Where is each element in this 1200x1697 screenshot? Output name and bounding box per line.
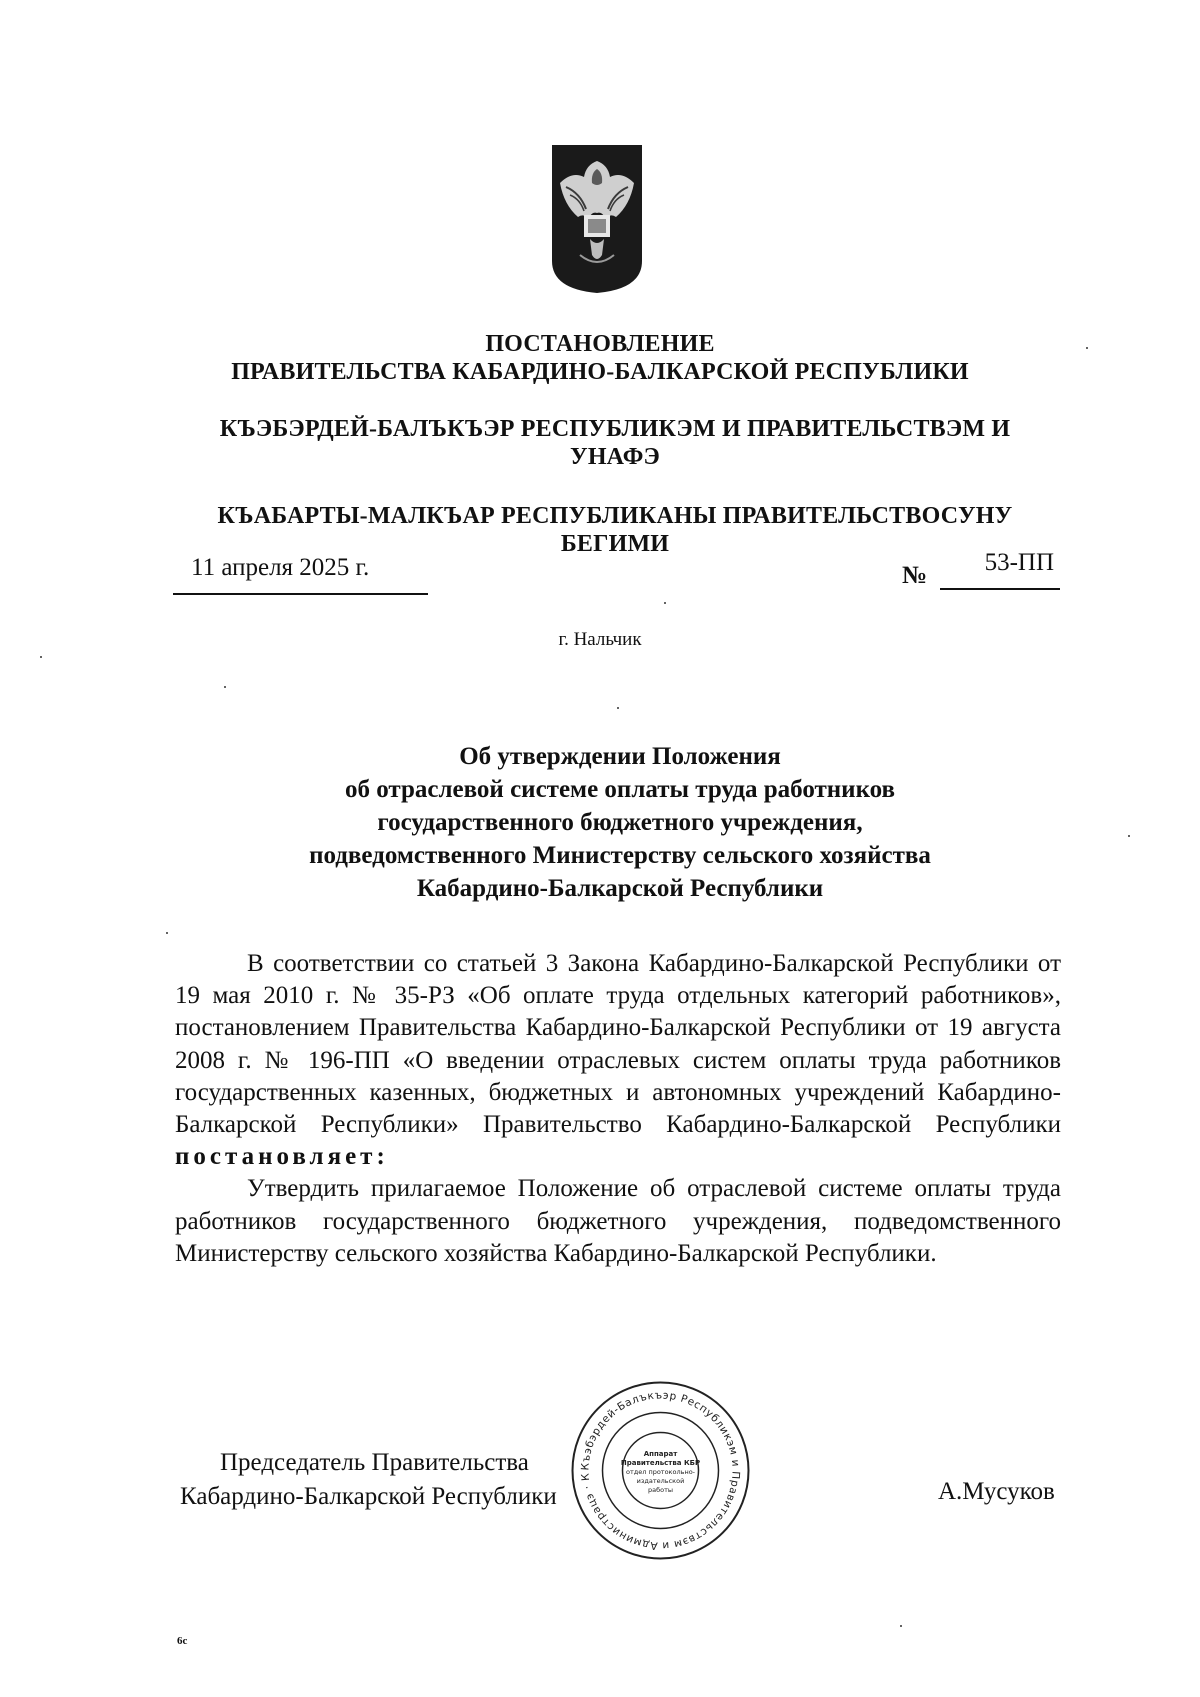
balkar-line-1: КЪАБАРТЫ-МАЛКЪАР РЕСПУБЛИКАНЫ ПРАВИТЕЛЬСТВОСУНУ xyxy=(217,503,1013,529)
signatory-position xyxy=(180,1446,557,1514)
scan-speck xyxy=(900,1625,902,1627)
stamp-inner-line: отдел протокольно- xyxy=(625,1468,696,1476)
decree-body xyxy=(175,948,1061,1270)
body-paragraph-1 xyxy=(175,948,1061,1173)
balkar-title xyxy=(185,502,1045,558)
document-title xyxy=(0,330,1200,386)
document-date: 11 апреля 2025 г. xyxy=(173,553,428,595)
scan-speck xyxy=(224,686,226,688)
kabardian-title xyxy=(185,415,1045,471)
scan-speck xyxy=(40,656,42,658)
subject-line: подведомственного Министерству сельского хозяйства xyxy=(309,842,931,869)
kabardian-line-2: УНАФЭ xyxy=(570,444,660,470)
title-line-1: ПОСТАНОВЛЕНИЕ xyxy=(485,331,715,357)
balkar-line-2: БЕГИМИ xyxy=(560,531,670,557)
subject-line: Об утверждении Положения xyxy=(459,743,781,770)
stamp-inner-line: Аппарат xyxy=(643,1450,678,1458)
city: г. Нальчик xyxy=(558,629,642,650)
stamp-inner-line: работы xyxy=(647,1486,674,1494)
stamp-outer-text: Къэбэрдей-Балъкъэр Республикэм и Правительствэм и Администрацэ · К xyxy=(579,1389,742,1552)
stamp-inner-line: издательской xyxy=(636,1477,685,1485)
paragraph-1-text: В соответствии со статьей 3 Закона Кабардино-Балкарской Республики от 19 мая 2010 г. № 35-РЗ «Об оплате труда отдельных категорий работников», постановлением Правительства Кабардино-Балкарской Республики от 19 августа 2008 г. № 196-ПП «О введении отраслевых систем оплаты труда работников государственных казенных, бюджетных и автономных учреждений Кабардино-Балкарской Республики» Правительство Кабардино-Балкарской Республики xyxy=(175,950,1061,1139)
document-number: 53-ПП xyxy=(940,548,1060,590)
scan-speck xyxy=(1086,347,1088,349)
scan-speck xyxy=(1128,835,1130,837)
decree-subject xyxy=(180,740,1060,905)
scan-speck xyxy=(166,932,168,934)
coat-of-arms-emblem xyxy=(550,143,644,295)
scan-speck xyxy=(617,707,619,709)
signatory-name: А.Мусуков xyxy=(938,1478,1055,1505)
decree-word: постановляет: xyxy=(175,1143,389,1171)
subject-line: Кабардино-Балкарской Республики xyxy=(416,875,824,902)
scan-speck xyxy=(664,602,666,604)
title-line-2: ПРАВИТЕЛЬСТВА КАБАРДИНО-БАЛКАРСКОЙ РЕСПУБЛИКИ xyxy=(231,359,969,385)
subject-line: об отраслевой системе оплаты труда работников xyxy=(344,776,896,803)
position-line-1: Председатель Правительства xyxy=(220,1449,529,1476)
subject-line: государственного бюджетного учреждения, xyxy=(377,809,863,836)
position-line-2: Кабардино-Балкарской Республики xyxy=(180,1483,557,1510)
body-paragraph-2: Утвердить прилагаемое Положение об отраслевой системе оплаты труда работников государственного бюджетного учреждения, подведомственного Министерству сельского хозяйства Кабардино-Балкарской Республики. xyxy=(175,1175,1061,1267)
official-stamp xyxy=(568,1378,753,1563)
stamp-inner-line: Правительства КБР xyxy=(620,1459,701,1467)
kabardian-line-1: КЪЭБЭРДЕЙ-БАЛЪКЪЭР РЕСПУБЛИКЭМ И ПРАВИТЕЛЬСТВЭМ И xyxy=(219,416,1011,442)
number-label: № xyxy=(902,562,928,589)
footer-mark: 6с xyxy=(177,1635,188,1647)
